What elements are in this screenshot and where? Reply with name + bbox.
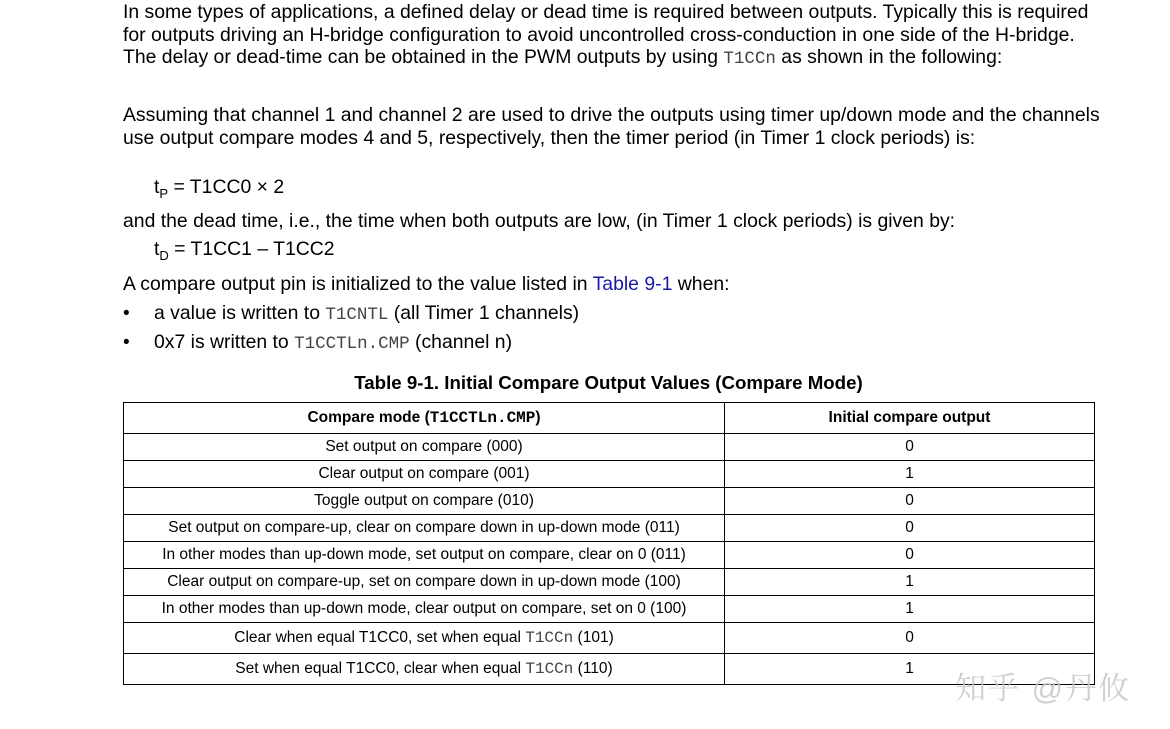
compare-pin-paragraph: [123, 273, 730, 296]
bullet-icon: •: [123, 332, 130, 353]
output-cell: 1: [725, 461, 1095, 488]
output-cell: 1: [725, 596, 1095, 623]
bullet-2-pre: 0x7 is written to: [154, 331, 295, 353]
output-cell: 1: [725, 569, 1095, 596]
table-row: [124, 461, 1095, 488]
row8-pre: Clear when equal T1CC0, set when equal: [234, 629, 526, 646]
table-9-1-link[interactable]: Table 9-1: [592, 273, 673, 295]
mode-cell: Set output on compare (000): [124, 434, 725, 461]
intro-code: T1CCn: [723, 49, 776, 69]
row9-code: T1CCn: [525, 660, 574, 678]
compare-pin-tail: when:: [672, 273, 730, 295]
output-cell: 0: [725, 488, 1095, 515]
table-row: [124, 623, 1095, 654]
bullet-item: [123, 329, 579, 358]
bullet-list: [123, 300, 579, 358]
output-cell: 0: [725, 515, 1095, 542]
bullet-2-code: T1CCTLn.CMP: [294, 334, 410, 354]
intro-paragraph: [123, 1, 1103, 71]
output-cell: 0: [725, 542, 1095, 569]
compare-pin-lead: A compare output pin is initialized to the value listed in: [123, 273, 593, 295]
mode-cell: In other modes than up-down mode, clear output on compare, set on 0 (100): [124, 596, 725, 623]
compare-output-table: [123, 402, 1095, 685]
bullet-1-post: (all Timer 1 channels): [388, 302, 580, 324]
output-cell: 0: [725, 623, 1095, 654]
table-row: [124, 515, 1095, 542]
bullet-2-post: (channel n): [409, 331, 513, 353]
row9-pre: Set when equal T1CC0, clear when equal: [235, 660, 526, 677]
intro-text: In some types of applications, a defined delay or dead time is required between outputs. Typically this is required for outputs driving an H-bridge configuration to avoid uncontrolled cross-conduction in one side of the H-bridge. The delay or dead-time can be obtained in the PWM outputs by using: [123, 1, 1089, 68]
mode-cell: [124, 654, 725, 685]
table-row: [124, 434, 1095, 461]
zhihu-watermark: 知乎 @丹攸: [955, 671, 1132, 706]
mode-cell: Clear output on compare-up, set on compare down in up-down mode (100): [124, 569, 725, 596]
dead-time-equation: [154, 238, 335, 262]
mode-cell: Toggle output on compare (010): [124, 488, 725, 515]
header-mode-code: T1CCTLn.CMP: [429, 409, 536, 427]
bullet-1-code: T1CNTL: [325, 305, 389, 325]
header-compare-mode: [124, 403, 725, 434]
eq1-var: t: [154, 176, 160, 198]
table-row: [124, 488, 1095, 515]
mode-cell: Clear output on compare (001): [124, 461, 725, 488]
eq2-rhs: = T1CC1 – T1CC2: [168, 238, 335, 260]
header-initial-output: Initial compare output: [725, 403, 1095, 434]
row8-post: (101): [573, 629, 614, 646]
eq1-sub: P: [159, 186, 169, 201]
output-cell: 1: [725, 654, 1095, 685]
mode-cell: Set output on compare-up, clear on compare down in up-down mode (011): [124, 515, 725, 542]
table-caption: Table 9-1. Initial Compare Output Values (Compare Mode): [354, 372, 863, 393]
mode-cell: [124, 623, 725, 654]
eq2-sub: D: [159, 248, 169, 263]
row9-post: (110): [573, 660, 613, 677]
table-row: [124, 542, 1095, 569]
table-row: [124, 569, 1095, 596]
row8-code: T1CCn: [525, 629, 574, 647]
header-mode-pre: Compare mode (: [307, 409, 430, 426]
output-cell: 0: [725, 434, 1095, 461]
table-row: [124, 596, 1095, 623]
intro-tail: as shown in the following:: [775, 46, 1003, 68]
bullet-icon: •: [123, 303, 130, 324]
table-header-row: [124, 403, 1095, 434]
assumption-paragraph: Assuming that channel 1 and channel 2 are used to drive the outputs using timer up/down mode and the channels use output compare modes 4 and 5, respectively, then the timer period (in Timer 1 clock periods) is:: [123, 104, 1100, 149]
timer-period-equation: [154, 176, 284, 200]
dead-time-paragraph: and the dead time, i.e., the time when both outputs are low, (in Timer 1 clock periods) is given by:: [123, 210, 956, 232]
eq2-var: t: [154, 238, 160, 260]
bullet-item: [123, 300, 579, 329]
bullet-1-pre: a value is written to: [154, 302, 326, 324]
table-row: [124, 654, 1095, 685]
mode-cell: In other modes than up-down mode, set output on compare, clear on 0 (011): [124, 542, 725, 569]
eq1-rhs: = T1CC0 × 2: [168, 176, 285, 198]
header-mode-post: ): [535, 409, 541, 426]
